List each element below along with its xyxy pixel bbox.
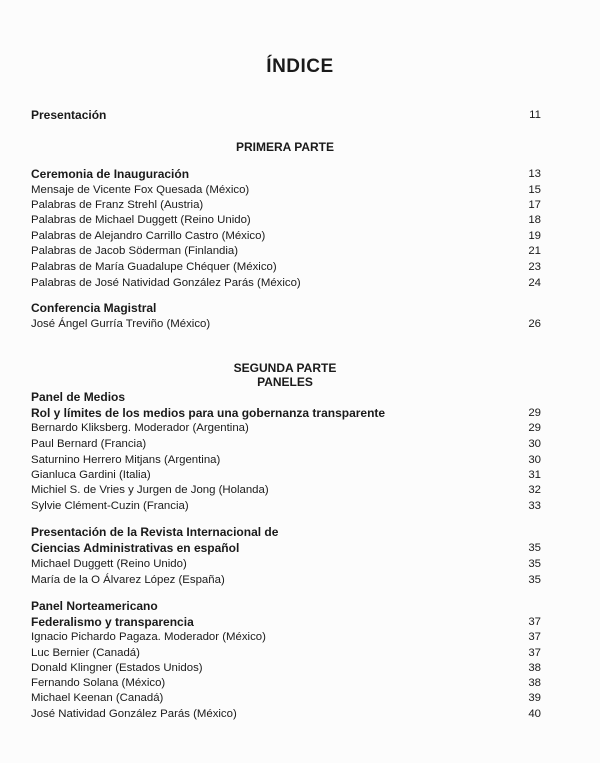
section-heading: Ceremonia de Inauguración 13 xyxy=(31,167,541,181)
page-title: ÍNDICE xyxy=(266,56,334,77)
section-heading: Federalismo y transparencia 37 xyxy=(31,615,541,629)
toc-entry: José Ángel Gurría Treviño (México) 26 xyxy=(31,318,541,330)
toc-entry: Fernando Solana (México) 38 xyxy=(31,677,541,689)
toc-entry: Michael Duggett (Reino Unido) 35 xyxy=(31,558,541,570)
toc-entry: Palabras de Michael Duggett (Reino Unido) 18 xyxy=(31,214,541,226)
section-heading: Panel Norteamericano xyxy=(31,599,158,613)
entry-page: 13 xyxy=(528,168,541,180)
toc-entry: María de la O Álvarez López (España) 35 xyxy=(31,574,541,586)
toc-entry: Ignacio Pichardo Pagaza. Moderador (México) 37 xyxy=(31,631,541,643)
toc-entry: Donald Klingner (Estados Unidos) 38 xyxy=(31,662,541,674)
section-heading: Rol y límites de los medios para una gobernanza transparente 29 xyxy=(31,406,541,420)
toc-entry: Michiel S. de Vries y Jurgen de Jong (Holanda) 32 xyxy=(31,484,541,496)
section-heading: Conferencia Magistral xyxy=(31,301,157,315)
toc-entry: Sylvie Clément-Cuzin (Francia) 33 xyxy=(31,500,541,512)
toc-entry: Palabras de José Natividad González Parás (México) 24 xyxy=(31,277,541,289)
toc-entry: Saturnino Herrero Mitjans (Argentina) 30 xyxy=(31,454,541,466)
entry-title: Presentación xyxy=(31,108,107,122)
toc-entry: Michael Keenan (Canadá) 39 xyxy=(31,692,541,704)
toc-entry: Palabras de María Guadalupe Chéquer (México) 23 xyxy=(31,261,541,273)
toc-entry: José Natividad González Parás (México) 40 xyxy=(31,708,541,720)
entry-page: 11 xyxy=(529,109,541,121)
part-subheading-paneles: PANELES xyxy=(257,375,313,389)
toc-entry: Mensaje de Vicente Fox Quesada (México) 15 xyxy=(31,184,541,196)
section-heading: Panel de Medios xyxy=(31,390,126,404)
toc-entry-presentacion xyxy=(31,107,541,123)
toc-entry: Palabras de Alejandro Carrillo Castro (México) 19 xyxy=(31,230,541,242)
toc-entry: Luc Bernier (Canadá) 37 xyxy=(31,647,541,659)
toc-entry: Palabras de Jacob Söderman (Finlandia) 21 xyxy=(31,245,541,257)
toc-entry: Paul Bernard (Francia) 30 xyxy=(31,438,541,450)
toc-entry: Gianluca Gardini (Italia) 31 xyxy=(31,469,541,481)
part-heading-primera: PRIMERA PARTE xyxy=(235,140,334,154)
section-heading: Presentación de la Revista Internacional de xyxy=(31,525,279,539)
toc-entry: Palabras de Franz Strehl (Austria) 17 xyxy=(31,199,541,211)
section-heading: Ciencias Administrativas en español 35 xyxy=(31,541,541,555)
toc-entry: Bernardo Kliksberg. Moderador (Argentina) 29 xyxy=(31,422,541,434)
part-heading-segunda: SEGUNDA PARTE xyxy=(233,361,337,375)
